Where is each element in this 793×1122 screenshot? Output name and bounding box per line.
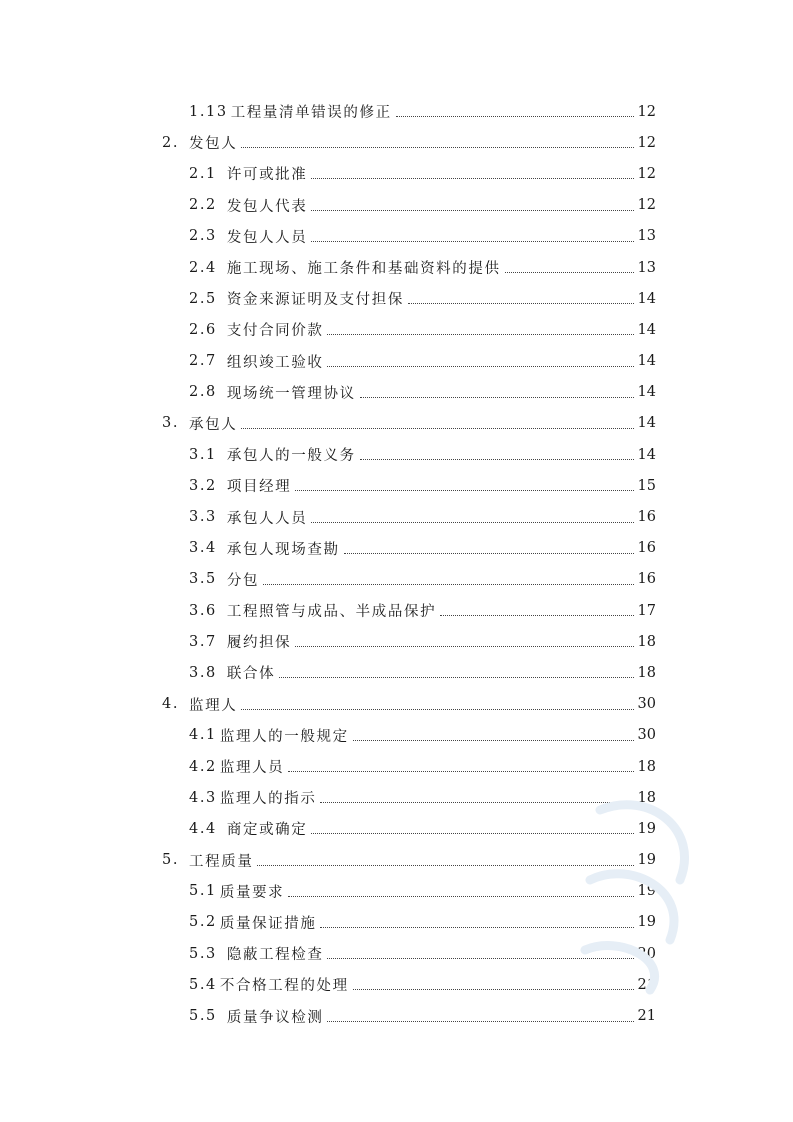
toc-entry[interactable] bbox=[0, 751, 793, 782]
toc-entry-page-number: 14 bbox=[637, 290, 656, 307]
toc-entry-number: 2.5 bbox=[189, 290, 217, 307]
toc-entry-title: 监理人员 bbox=[219, 760, 285, 777]
toc-entry-page-number: 15 bbox=[637, 477, 656, 494]
toc-dot-leader bbox=[263, 570, 634, 585]
toc-dot-leader bbox=[279, 663, 634, 678]
toc-entry-page-number: 14 bbox=[637, 321, 656, 338]
toc-dot-leader bbox=[311, 819, 634, 834]
toc-entry[interactable] bbox=[0, 626, 793, 657]
toc-entry-number: 5.5 bbox=[189, 1008, 217, 1025]
toc-entry[interactable] bbox=[0, 907, 793, 938]
table-of-contents bbox=[0, 96, 793, 1032]
toc-entry-page-number: 18 bbox=[637, 633, 656, 650]
toc-dot-leader bbox=[360, 383, 634, 398]
toc-entry-title: 支付合同价款 bbox=[226, 323, 324, 340]
toc-entry-number: 3. bbox=[162, 415, 180, 432]
toc-entry[interactable] bbox=[0, 252, 793, 283]
toc-entry[interactable] bbox=[0, 689, 793, 720]
toc-dot-leader bbox=[408, 289, 634, 304]
toc-entry-title: 发包人代表 bbox=[226, 198, 308, 215]
toc-entry-title: 商定或确定 bbox=[226, 822, 308, 839]
toc-entry-number: 3.2 bbox=[189, 477, 217, 494]
toc-entry-number: 2.8 bbox=[189, 384, 217, 401]
toc-entry[interactable] bbox=[0, 127, 793, 158]
toc-entry-title: 发包人 bbox=[189, 136, 238, 153]
toc-entry-page-number: 12 bbox=[637, 197, 656, 214]
toc-entry-title: 隐蔽工程检查 bbox=[226, 947, 324, 964]
toc-dot-leader bbox=[295, 632, 634, 647]
toc-entry[interactable] bbox=[0, 96, 793, 127]
toc-entry[interactable] bbox=[0, 283, 793, 314]
toc-entry[interactable] bbox=[0, 813, 793, 844]
toc-entry-page-number: 30 bbox=[637, 727, 656, 744]
toc-dot-leader bbox=[288, 882, 634, 897]
toc-entry-page-number: 16 bbox=[637, 571, 656, 588]
toc-entry-number: 2.6 bbox=[189, 321, 217, 338]
toc-entry[interactable] bbox=[0, 938, 793, 969]
toc-entry-number: 3.3 bbox=[189, 509, 217, 526]
toc-entry[interactable] bbox=[0, 595, 793, 626]
toc-entry-title: 质量保证措施 bbox=[219, 915, 317, 932]
toc-entry-title: 履约担保 bbox=[226, 635, 292, 652]
toc-dot-leader bbox=[241, 133, 634, 148]
toc-entry-title: 承包人人员 bbox=[226, 510, 308, 527]
toc-entry-number: 3.6 bbox=[189, 602, 217, 619]
toc-dot-leader bbox=[440, 601, 634, 616]
toc-dot-leader bbox=[311, 227, 634, 242]
toc-dot-leader bbox=[311, 164, 634, 179]
toc-entry-title: 承包人现场查勘 bbox=[226, 541, 340, 558]
toc-dot-leader bbox=[320, 913, 634, 928]
toc-entry-number: 4.4 bbox=[189, 820, 217, 837]
toc-entry-title: 监理人 bbox=[189, 697, 238, 714]
toc-dot-leader bbox=[327, 944, 634, 959]
toc-dot-leader bbox=[353, 726, 634, 741]
toc-entry-number: 5.4 bbox=[189, 976, 217, 993]
toc-entry-number: 5. bbox=[162, 852, 180, 869]
toc-entry-title: 质量争议检测 bbox=[226, 1009, 324, 1026]
toc-entry-number: 2.1 bbox=[189, 165, 217, 182]
toc-entry-number: 1.13 bbox=[189, 103, 228, 120]
toc-dot-leader bbox=[241, 695, 634, 710]
toc-entry-page-number: 30 bbox=[637, 696, 656, 713]
toc-entry-page-number: 20 bbox=[637, 945, 656, 962]
toc-entry-page-number: 12 bbox=[637, 134, 656, 151]
toc-entry[interactable] bbox=[0, 782, 793, 813]
toc-entry-title: 承包人的一般义务 bbox=[226, 448, 356, 465]
toc-entry-title: 施工现场、施工条件和基础资料的提供 bbox=[226, 261, 501, 278]
toc-dot-leader bbox=[505, 258, 634, 273]
toc-entry[interactable] bbox=[0, 470, 793, 501]
toc-entry[interactable] bbox=[0, 408, 793, 439]
toc-entry-title: 监理人的一般规定 bbox=[219, 728, 349, 745]
toc-entry-page-number: 19 bbox=[637, 883, 656, 900]
toc-dot-leader bbox=[396, 102, 634, 117]
toc-dot-leader bbox=[353, 975, 634, 990]
toc-entry-page-number: 18 bbox=[637, 789, 656, 806]
toc-entry-page-number: 14 bbox=[637, 446, 656, 463]
toc-entry-title: 不合格工程的处理 bbox=[219, 978, 349, 995]
toc-entry-page-number: 21 bbox=[637, 1008, 656, 1025]
toc-dot-leader bbox=[311, 196, 634, 211]
toc-entry-title: 资金来源证明及支付担保 bbox=[226, 292, 404, 309]
toc-entry-page-number: 19 bbox=[637, 914, 656, 931]
toc-entry-title: 现场统一管理协议 bbox=[226, 385, 356, 402]
toc-dot-leader bbox=[344, 539, 634, 554]
toc-dot-leader bbox=[288, 757, 634, 772]
toc-entry-title: 承包人 bbox=[189, 416, 238, 433]
toc-dot-leader bbox=[320, 788, 634, 803]
toc-entry-number: 4.3 bbox=[189, 789, 217, 806]
toc-entry-page-number: 17 bbox=[637, 602, 656, 619]
toc-entry-number: 4.2 bbox=[189, 758, 217, 775]
toc-entry-title: 许可或批准 bbox=[226, 167, 308, 184]
toc-entry-title: 联合体 bbox=[226, 666, 276, 683]
toc-entry-page-number: 18 bbox=[637, 758, 656, 775]
toc-entry-title: 分包 bbox=[226, 572, 260, 589]
toc-dot-leader bbox=[327, 320, 634, 335]
toc-entry-number: 2.3 bbox=[189, 228, 217, 245]
toc-entry-page-number: 19 bbox=[637, 852, 656, 869]
toc-entry-title: 工程照管与成品、半成品保护 bbox=[226, 604, 437, 621]
toc-entry[interactable] bbox=[0, 377, 793, 408]
toc-entry-title: 工程量清单错误的修正 bbox=[230, 105, 392, 122]
toc-entry-page-number: 14 bbox=[637, 415, 656, 432]
toc-entry-page-number: 21 bbox=[637, 976, 656, 993]
toc-entry-page-number: 13 bbox=[637, 228, 656, 245]
toc-entry-number: 2.4 bbox=[189, 259, 217, 276]
toc-entry-number: 2. bbox=[162, 134, 180, 151]
toc-entry-page-number: 16 bbox=[637, 540, 656, 557]
toc-entry-number: 3.5 bbox=[189, 571, 217, 588]
toc-entry[interactable] bbox=[0, 845, 793, 876]
toc-entry-number: 3.8 bbox=[189, 664, 217, 681]
toc-entry-page-number: 12 bbox=[637, 165, 656, 182]
toc-entry-number: 2.7 bbox=[189, 353, 217, 370]
toc-entry[interactable] bbox=[0, 346, 793, 377]
toc-entry-number: 3.1 bbox=[189, 446, 217, 463]
toc-entry[interactable] bbox=[0, 720, 793, 751]
toc-entry-number: 5.3 bbox=[189, 945, 217, 962]
toc-entry[interactable] bbox=[0, 190, 793, 221]
toc-entry[interactable] bbox=[0, 657, 793, 688]
toc-entry-number: 3.4 bbox=[189, 540, 217, 557]
toc-entry[interactable] bbox=[0, 439, 793, 470]
toc-dot-leader bbox=[327, 1007, 634, 1022]
toc-entry-page-number: 12 bbox=[637, 103, 656, 120]
toc-entry[interactable] bbox=[0, 1000, 793, 1031]
toc-entry-number: 3.7 bbox=[189, 633, 217, 650]
toc-entry-page-number: 14 bbox=[637, 384, 656, 401]
toc-entry[interactable] bbox=[0, 314, 793, 345]
toc-entry[interactable] bbox=[0, 876, 793, 907]
toc-entry[interactable] bbox=[0, 501, 793, 532]
toc-dot-leader bbox=[360, 445, 634, 460]
toc-dot-leader bbox=[327, 352, 634, 367]
toc-entry-page-number: 19 bbox=[637, 820, 656, 837]
toc-dot-leader bbox=[241, 414, 634, 429]
toc-entry-number: 4. bbox=[162, 696, 180, 713]
toc-entry-page-number: 16 bbox=[637, 509, 656, 526]
toc-entry-page-number: 14 bbox=[637, 353, 656, 370]
toc-entry-number: 5.2 bbox=[189, 914, 217, 931]
toc-entry-title: 组织竣工验收 bbox=[226, 354, 324, 371]
toc-entry-title: 质量要求 bbox=[219, 884, 285, 901]
toc-entry-title: 监理人的指示 bbox=[219, 791, 317, 808]
toc-dot-leader bbox=[311, 508, 634, 523]
toc-entry[interactable] bbox=[0, 969, 793, 1000]
toc-entry[interactable] bbox=[0, 221, 793, 252]
toc-entry[interactable] bbox=[0, 533, 793, 564]
toc-dot-leader bbox=[295, 476, 634, 491]
toc-entry-title: 发包人人员 bbox=[226, 229, 308, 246]
toc-entry-page-number: 13 bbox=[637, 259, 656, 276]
toc-entry-title: 项目经理 bbox=[226, 479, 292, 496]
toc-entry-page-number: 18 bbox=[637, 664, 656, 681]
toc-entry-number: 4.1 bbox=[189, 727, 217, 744]
toc-entry-number: 2.2 bbox=[189, 197, 217, 214]
toc-dot-leader bbox=[257, 851, 634, 866]
toc-entry[interactable] bbox=[0, 564, 793, 595]
toc-entry-title: 工程质量 bbox=[189, 853, 254, 870]
toc-entry-number: 5.1 bbox=[189, 883, 217, 900]
toc-entry[interactable] bbox=[0, 158, 793, 189]
